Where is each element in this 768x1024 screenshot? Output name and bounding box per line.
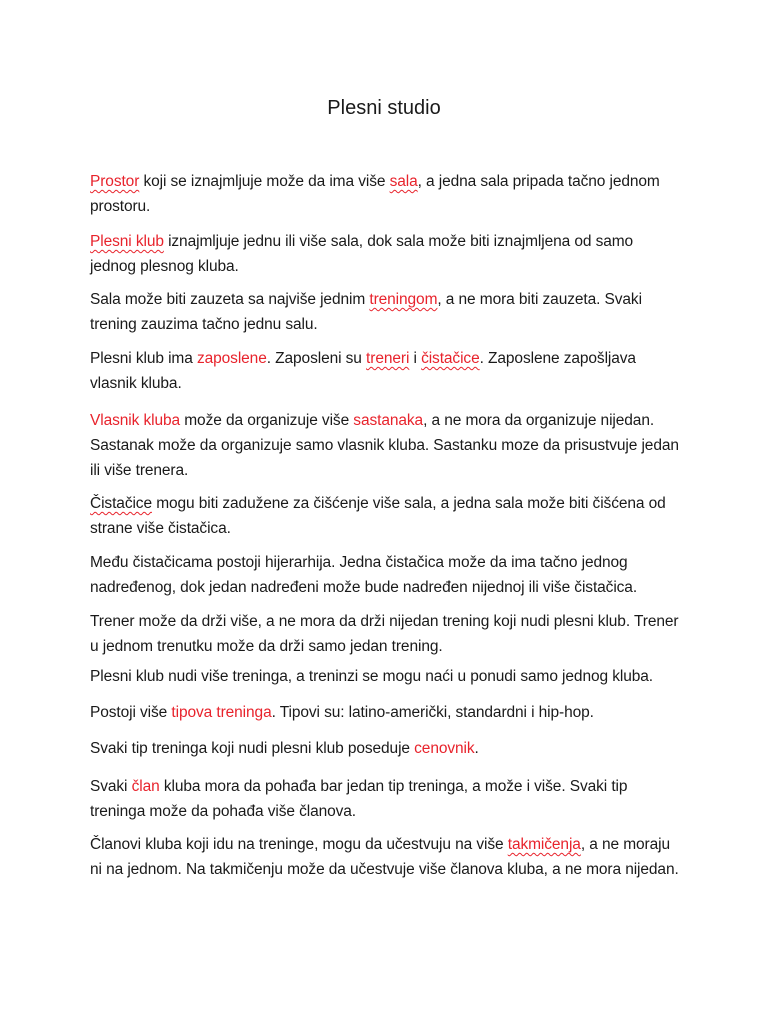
paragraph-text: iznajmljuje jednu ili više sala, dok sala može biti iznajmljena od samo jednog plesnog kluba. [90, 233, 634, 275]
paragraph-prostor [90, 169, 680, 219]
keyword-treneri: treneri [366, 350, 410, 367]
keyword-takmicenja: takmičenja [507, 836, 581, 853]
paragraph-text: i [409, 350, 422, 367]
paragraph-takmicenja [90, 832, 680, 882]
paragraph-text: koji se iznajmljuje može da ima više [139, 173, 390, 190]
paragraph-vlasnik [90, 408, 680, 483]
paragraph-text: Svaki tip treninga koji nudi plesni klub poseduje [90, 740, 415, 757]
keyword-sala: sala [389, 173, 418, 190]
paragraph-text: Sala može biti zauzeta sa najviše jednim [90, 291, 370, 308]
paragraph-text: Među čistačicama postoji hijerarhija. Jedna čistačica može da ima tačno jednog nadređenog, dok jedan nadređeni može bude nadređen nijednoj ili više čistačica. [90, 554, 638, 596]
paragraph-text: Postoji više [90, 704, 172, 721]
paragraph-text: , a ne mora biti zauzeta. Svaki trening zauzima tačno jednu salu. [90, 291, 642, 333]
paragraph-clan [90, 774, 680, 824]
keyword-plesni-klub: Plesni klub [90, 233, 164, 250]
paragraph-hijerarhija [90, 550, 680, 600]
paragraph-text: . Tipovi su: latino-američki, standardni i hip-hop. [271, 704, 594, 721]
paragraph-text: kluba mora da pohađa bar jedan tip treninga, a može i više. Svaki tip treninga može da pohađa više članova. [90, 778, 628, 820]
paragraph-text: Svaki [90, 778, 132, 795]
paragraph-text: Plesni klub ima [90, 350, 197, 367]
page-title: Plesni studio [327, 97, 441, 119]
keyword-vlasnik-kluba: Vlasnik kluba [90, 412, 181, 429]
paragraph-text: Trener može da drži više, a ne mora da drži nijedan trening koji nudi plesni klub. Trener u jednom trenutku može da drži samo jedan trening. [90, 613, 679, 655]
paragraph-zaposleni [90, 346, 680, 396]
keyword-cenovnik: cenovnik [414, 740, 475, 757]
paragraph-sala [90, 287, 680, 337]
paragraph-tipovi [90, 700, 680, 725]
paragraph-text: . Zaposlene zapošljava vlasnik kluba. [90, 350, 636, 392]
paragraph-text: , a ne moraju ni na jednom. Na takmičenju može da učestvuje više članova kluba, a ne mora nijedan. [90, 836, 679, 878]
keyword-treningom: treningom [369, 291, 438, 308]
keyword-cistacice-underlined: Čistačice [90, 495, 152, 512]
paragraph-text: Plesni klub nudi više treninga, a treninzi se mogu naći u ponudi samo jednog kluba. [90, 668, 653, 685]
keyword-cistacice: čistačice [421, 350, 480, 367]
paragraph-trener [90, 609, 680, 659]
paragraph-text: , a ne mora da organizuje nijedan. Sastanak može da organizuje samo vlasnik kluba. Sastanku moze da prisustvuje jedan ili više trenera. [90, 412, 679, 479]
paragraph-ponuda [90, 664, 680, 689]
keyword-zaposlene: zaposlene [196, 350, 267, 367]
keyword-sastanaka: sastanaka [353, 412, 424, 429]
paragraph-text: . [474, 740, 479, 757]
paragraph-plesni-klub [90, 229, 680, 279]
keyword-tipova-treninga: tipova treninga [171, 704, 272, 721]
paragraph-text: Članovi kluba koji idu na treninge, mogu da učestvuju na više [90, 836, 508, 853]
paragraph-cistacice [90, 491, 680, 541]
paragraph-text: . Zaposleni su [266, 350, 367, 367]
paragraph-cenovnik [90, 736, 680, 761]
keyword-prostor: Prostor [90, 173, 140, 190]
keyword-clan: član [131, 778, 160, 795]
paragraph-text: može da organizuje više [180, 412, 354, 429]
paragraph-text: , a jedna sala pripada tačno jednom prostoru. [90, 173, 660, 215]
paragraph-text: mogu biti zadužene za čišćenje više sala, a jedna sala može biti čišćena od strane više čistačica. [90, 495, 666, 537]
